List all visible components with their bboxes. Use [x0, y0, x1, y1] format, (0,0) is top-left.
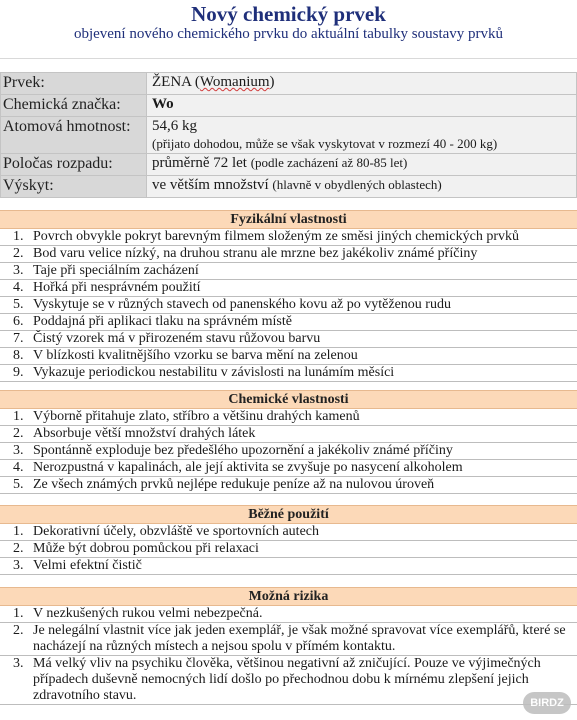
item-text: Čistý vzorek má v přirozeném stavu růžovou barvu — [33, 331, 321, 346]
item-number: 1. — [13, 524, 24, 539]
list-item — [0, 524, 577, 541]
info-row-polocas — [1, 154, 577, 176]
vyskyt-main: ve větším množství — [152, 177, 269, 193]
section-title: Fyzikální vlastnosti — [0, 210, 577, 229]
section-list — [0, 524, 577, 575]
item-text: Povrch obvykle pokryt barevným filmem složeným ze směsi jiných chemických prvků — [33, 229, 519, 244]
znacka-label: Chemická značka: — [1, 95, 147, 117]
watermark-logo: BIRDZ — [523, 692, 571, 714]
item-text: V nezkušených rukou velmi nebezpečná. — [33, 606, 263, 621]
item-number: 3. — [13, 263, 24, 278]
list-item — [0, 606, 577, 623]
item-text: Nerozpustná v kapalinách, ale její aktivita se zvyšuje po nasycení alkoholem — [33, 460, 463, 475]
item-number: 5. — [13, 297, 24, 312]
item-number: 3. — [13, 443, 24, 458]
item-number: 9. — [13, 365, 24, 380]
info-row-znacka — [1, 95, 577, 117]
prvek-name: ŽENA ( — [152, 74, 200, 90]
item-number: 1. — [13, 606, 24, 621]
hmotnost-main: 54,6 kg — [152, 118, 197, 134]
section-title: Běžné použití — [0, 505, 577, 524]
section-title: Chemické vlastnosti — [0, 390, 577, 409]
item-text: Je nelegální vlastnit více jak jeden exemplář, je však možné spravovat více exemplářů, které se nacházejí na různých místech a nejsou spolu v přímém kontaktu. — [33, 623, 566, 654]
polocas-label: Poločas rozpadu: — [1, 154, 147, 176]
item-text: Bod varu velice nízký, na druhou stranu ale mrzne bez jakékoliv známé příčiny — [33, 246, 478, 261]
item-text: Hořká při nesprávném použití — [33, 280, 201, 295]
list-item — [0, 229, 577, 246]
prvek-paren-close: ) — [269, 74, 275, 90]
list-item — [0, 409, 577, 426]
section-list — [0, 229, 577, 382]
section-list — [0, 409, 577, 494]
item-text: Vykazuje periodickou nestabilitu v závislosti na lunámím měsíci — [33, 365, 395, 380]
list-item — [0, 656, 577, 705]
page-subtitle: objevení nového chemického prvku do aktuální tabulky soustavy prvků — [73, 26, 504, 42]
list-item — [0, 460, 577, 477]
list-item — [0, 331, 577, 348]
item-text: Může být dobrou pomůckou při relaxaci — [33, 541, 259, 556]
hmotnost-label: Atomová hmotnost: — [1, 117, 147, 154]
list-item — [0, 623, 577, 656]
list-item — [0, 314, 577, 331]
item-text: Ze všech známých prvků nejlépe redukuje peníze až na nulovou úroveň — [33, 477, 435, 492]
vyskyt-value — [147, 176, 577, 198]
polocas-main: průměrně 72 let — [152, 155, 247, 171]
page-title: Nový chemický prvek — [191, 2, 386, 26]
item-text: Spontánně exploduje bez předešlého upozornění a jakékoliv známé příčiny — [33, 443, 453, 458]
list-item — [0, 263, 577, 280]
hmotnost-note: (přijato dohodou, může se však vyskytovat v rozmezí 40 - 200 kg) — [152, 136, 498, 151]
list-item — [0, 477, 577, 494]
document-header — [0, 0, 577, 59]
item-text: Velmi efektní čistič — [33, 558, 142, 573]
item-text: Dekorativní účely, obzvláště ve sportovních autech — [33, 524, 319, 539]
item-number: 2. — [13, 426, 24, 441]
section-list — [0, 606, 577, 705]
item-number: 3. — [13, 558, 24, 573]
section-chemicke-vlastnosti — [0, 390, 577, 494]
list-item — [0, 443, 577, 460]
item-text: Výborně přitahuje zlato, stříbro a většinu drahých kamenů — [33, 409, 360, 424]
item-number: 2. — [13, 246, 24, 261]
list-item — [0, 246, 577, 263]
list-item — [0, 365, 577, 382]
info-row-hmotnost — [1, 117, 577, 154]
section-title: Možná rizika — [0, 587, 577, 606]
item-number: 6. — [13, 314, 24, 329]
znacka-value: Wo — [147, 95, 577, 117]
list-item — [0, 426, 577, 443]
polocas-value — [147, 154, 577, 176]
item-text: V blízkosti kvalitnějšího vzorku se barva mění na zelenou — [33, 348, 358, 363]
item-number: 1. — [13, 229, 24, 244]
item-number: 2. — [13, 623, 24, 638]
item-text: Taje při speciálním zacházení — [33, 263, 199, 278]
element-info-table — [0, 72, 577, 198]
hmotnost-value — [147, 117, 577, 154]
polocas-note: (podle zacházení až 80-85 let) — [250, 155, 408, 170]
item-number: 5. — [13, 477, 24, 492]
prvek-label: Prvek: — [1, 73, 147, 95]
prvek-value — [147, 73, 577, 95]
item-number: 4. — [13, 280, 24, 295]
vyskyt-label: Výskyt: — [1, 176, 147, 198]
list-item — [0, 280, 577, 297]
item-number: 2. — [13, 541, 24, 556]
item-text: Poddajná při aplikaci tlaku na správném místě — [33, 314, 292, 329]
item-text: Vyskytuje se v různých stavech od panenského kovu až po vytěženou rudu — [33, 297, 451, 312]
section-fyzikalni-vlastnosti — [0, 210, 577, 382]
info-row-vyskyt — [1, 176, 577, 198]
list-item — [0, 348, 577, 365]
vyskyt-note: (hlavně v obydlených oblastech) — [272, 177, 442, 192]
item-number: 1. — [13, 409, 24, 424]
item-number: 8. — [13, 348, 24, 363]
item-number: 4. — [13, 460, 24, 475]
list-item — [0, 297, 577, 314]
info-row-prvek — [1, 73, 577, 95]
list-item — [0, 558, 577, 575]
item-number: 3. — [13, 656, 24, 671]
section-bezne-pouziti — [0, 505, 577, 575]
prvek-latin-name: Womanium — [199, 74, 270, 90]
section-mozna-rizika — [0, 587, 577, 705]
list-item — [0, 541, 577, 558]
item-text: Absorbuje větší množství drahých látek — [33, 426, 256, 441]
item-text: Má velký vliv na psychiku člověka, většinou negativní až zničující. Pouze ve výjimečných případech duševně nemocných lidí došlo po přechodnou dobu k mírnému zlepšení jejich zdravotního stavu. — [33, 656, 541, 703]
item-number: 7. — [13, 331, 24, 346]
